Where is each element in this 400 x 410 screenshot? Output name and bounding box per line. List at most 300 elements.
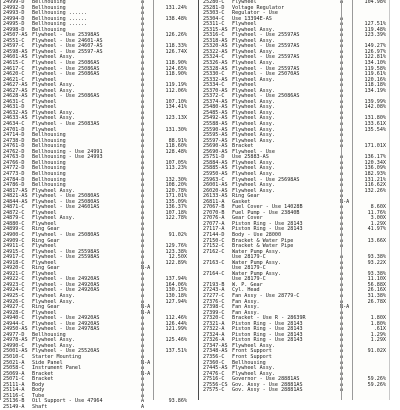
part-description: Flywheel - Use 24920AS [32,315,100,322]
part-description: Flywheel - Use 25597AS [232,43,300,50]
part-description: Flywheel - Use 24920AS [32,320,100,327]
part-grade: A [340,132,344,139]
part-price: 118.90% [165,71,187,78]
part-description: Use 25883-AS [232,154,269,161]
part-price: 120.16% [364,76,386,83]
part-grade: A [340,32,344,39]
part-description: Flywheel - Use 25086AS [32,65,100,72]
part-price: 121.99% [165,326,187,333]
part-description: Body - Use 28000 [232,231,282,238]
part-grade: A [141,298,145,305]
part-number: 27321-A [203,320,225,327]
part-grade: A [141,121,145,128]
part-price: 128.48% [165,148,187,155]
part-grade: A [141,109,145,116]
part-number: 27348-AS [203,348,228,355]
part-price: 164.06% [165,281,187,288]
part-price: 118.18% [364,82,386,89]
part-number: 24762-D [3,148,25,155]
part-number: 24911-C [3,243,25,250]
part-price: 123.13X [165,115,187,122]
part-price: .61X [373,326,386,333]
part-price: 130.18% [165,292,187,299]
part-grade: A [340,170,344,177]
scan-edge-right [389,0,400,400]
part-number: 24994-D [3,15,25,22]
part-price: 139.99% [364,98,386,105]
part-price: 91.02% [168,231,187,238]
part-number: 24615-C [3,60,25,67]
part-description: Flywheel - Use 24978AS [32,326,100,333]
part-grade: A [340,315,344,322]
part-description: Flywheel Assy. [32,342,75,349]
part-price: 122.89% [165,259,187,266]
part-grade: A [141,376,145,383]
part-grade: A [340,48,344,55]
part-number: 25480-AS [203,104,228,111]
part-grade: A [340,109,344,116]
part-description: Flywheel - Use 25070AS [232,71,300,78]
part-description: Flywheel Assy. [232,182,275,189]
part-description: Bellhousing [32,159,66,166]
part-number: 24601-AS [3,54,28,61]
part-description: Tube [32,392,45,399]
part-number: 24633-AS [3,115,28,122]
part-grade: A [141,387,145,394]
part-number: 24627-AS [3,87,28,94]
part-number: 25690-AS [203,143,228,150]
part-description: Flywheel [32,270,57,277]
part-description: Ring Gear [232,193,260,200]
part-description: Flywheel - Use 25597AS [232,65,300,72]
part-grade: A [340,309,344,316]
part-grade: A [340,137,344,144]
part-number: 25885-AS [203,165,228,172]
part-number: 24738-D [3,137,25,144]
part-description: Piston Ring - Use 28143 [232,337,303,344]
part-number: 25597-AS [203,137,228,144]
part-number: 25136-B [3,398,25,405]
part-number: 24872-C [3,209,25,216]
part-grade: A [141,176,145,183]
part-grade: A [141,37,145,44]
part-description: Flywheel [32,220,57,227]
part-description: Flywheel [32,76,57,83]
part-description: Oil Support - Use 47964 [32,398,103,405]
part-description: Ring Gear [32,304,60,311]
part-price: 93.86% [168,398,187,405]
part-grade: N-A [141,304,151,311]
part-grade: A [141,209,145,216]
part-price: 113.23% [165,165,187,172]
part-price: 118.33% [165,43,187,50]
part-number: 27324-A [203,331,225,338]
part-grade: A [340,54,344,61]
part-grade: A [141,381,145,388]
part-grade: A [340,287,344,294]
part-price: 123.39% [364,32,386,39]
part-grade: A [340,76,344,83]
part-grade: A [141,148,145,155]
part-price: 13.66X [367,237,386,244]
part-price: 118.60% [165,143,187,150]
part-number: 25111-A [3,381,25,388]
part-price: 124.65% [165,65,187,72]
part-price: 130.15% [165,287,187,294]
part-number: 27320-C [203,315,225,322]
column-rule [153,0,154,400]
part-description: Flywheel - Use 25080AS [32,193,100,200]
part-number: 27556-CS [203,381,228,388]
part-number: 27193-B [203,281,225,288]
part-description: Bellhousing ...... [32,15,88,22]
part-grade: A [141,143,145,150]
part-number: 24598-AS [3,48,28,55]
part-grade: A [340,215,344,222]
part-number: 25690-AS [203,148,228,155]
part-description: Flywheel [32,126,57,133]
part-number: 24977-D [3,331,25,338]
part-number: 25332-AS [203,76,228,83]
part-description: Flywheel [32,309,57,316]
part-grade: A [141,159,145,166]
part-description: Flywheel - Use 25080AS [32,198,100,205]
part-grade: A [340,209,344,216]
left-parts-list [3,0,189,410]
part-number: 27398-C [203,304,225,311]
part-number: 27445-AS [203,365,228,372]
part-grade: N-A [141,370,151,377]
part-number: 25021-A [3,359,25,366]
part-grade: A [340,231,344,238]
part-price: 131.30% [165,126,187,133]
part-description: Fuel Cover - Use 14028B [232,204,303,211]
part-price: 171.01X [364,143,386,150]
part-number: 24763-D [3,154,25,161]
part-price: 93.38% [367,254,386,261]
part-number: 26001-AS [203,182,228,189]
part-description: Flywheel Assy. [32,109,75,116]
part-price: 136.37% [165,204,187,211]
part-description: Bellhousing - Use 24991 [32,148,103,155]
part-description: Side Panel [32,359,63,366]
part-price: 122.78% [165,215,187,222]
part-number: 24920-C [3,265,25,272]
part-price: 136.17% [364,154,386,161]
part-description: Flywheel [32,259,57,266]
part-number: 24632-AS [3,109,28,116]
part-description: Piston Ring - Use 28143 [232,326,303,333]
part-number: 24631-C [3,98,25,105]
part-number: 24921-C [3,270,25,277]
part-number: 25320-AS [203,43,228,50]
part-description: Flywheel - Use 24601AS [32,204,100,211]
part-grade: A [141,342,145,349]
part-description: Flywheel Assy. [232,132,275,139]
part-number: 24817-AS [3,187,28,194]
part-grade: A [340,359,344,366]
part-number: 27575-C [203,387,225,394]
part-grade: A [340,87,344,94]
part-grade: A [141,87,145,94]
part-number: 26811-A [203,198,225,205]
part-number: 25010-C [3,354,25,360]
part-description: Flywheel - Use 25398AS [32,32,100,39]
part-description: Flywheel [32,98,57,105]
part-price: 137.51% [165,348,187,355]
part-number: 24899-C [3,226,25,233]
part-number: 24880-C [3,220,25,227]
part-number: 24631-D [3,104,25,111]
part-price: 1.29X [370,220,386,227]
part-number: 27516-C [203,376,225,383]
part-number: 27347-AS [203,342,228,349]
part-description: Flywheel - Use 24601-AS [32,37,103,44]
part-number: 25370-AS [203,87,228,94]
part-number: 25330-C [203,71,225,78]
part-description: Bellhousing [32,132,66,139]
scan-edge-left [0,0,1,400]
part-number: 24944-C [3,320,25,327]
part-price: 136.09% [364,165,386,172]
part-grade: A [340,43,344,50]
part-price: 26.78X [367,298,386,305]
part-price: 119.19% [165,82,187,89]
part-description: Fan Assy - Use 28779-C [232,292,300,299]
part-grade: A [340,354,344,360]
part-grade: A [340,281,344,288]
part-price: 142.08% [364,104,386,111]
part-grade: A [340,298,344,305]
part-grade: A [141,231,145,238]
part-description: Flywheel - Use 25083AS [32,121,100,128]
part-description: Flywheel Assy. [32,54,75,61]
part-description: Fan Assy. [232,309,260,316]
part-description: Instrument Panel [32,365,82,372]
right-parts-list [203,0,388,394]
part-grade: A [141,48,145,55]
part-grade: N-A [340,198,350,205]
part-number: 27277-C [203,292,225,299]
part-number: 24701-D [3,126,25,133]
part-price: 120.34X [364,159,386,166]
part-grade: A [141,104,145,111]
part-price: 123.38% [165,248,187,255]
part-description: Flywheel [32,209,57,216]
part-grade: A [340,93,344,100]
part-price: 119.48% [364,26,386,33]
part-number: 24925-C [3,292,25,299]
part-grade: A [141,65,145,72]
part-grade: A [340,104,344,111]
part-number: 24995-D [3,21,25,28]
part-grade: A [141,315,145,322]
part-grade: A [340,37,344,44]
part-description: Flywheel [32,104,57,111]
part-description: Flywheel Assy. [232,170,275,177]
part-description: Bracket & Water Pipe [232,237,294,244]
part-grade: A [340,381,344,388]
part-number: 25304-C [203,15,225,22]
part-grade: A [340,15,344,22]
part-price: 131.80% [364,115,386,122]
part-description: Flywheel [232,21,257,28]
part-number: 27070-B [203,209,225,216]
part-number: 25595-AS [203,132,228,139]
part-grade: A [340,26,344,33]
part-description: Starter Mounting [32,354,82,360]
part-description: Bellhousing [32,137,66,144]
part-price: 126.74X [165,48,187,55]
part-description: Body [32,381,45,388]
part-grade: A [340,159,344,166]
part-description: Water Pump Assy. [232,270,282,277]
part-number: 26133-AS [203,193,228,200]
part-grade: A [340,387,344,394]
parts-row [203,388,388,394]
left-column [3,0,189,410]
part-number: 27152-C [203,243,225,250]
part-description: Ring Gear [32,237,60,244]
part-price: 8.60X [370,204,386,211]
part-grade: A [141,398,145,405]
part-description: Flywheel Assy. [232,137,275,144]
part-description: Bellhousing [32,143,66,150]
part-number: 25751-D [203,154,225,161]
part-description: Bracket [32,376,54,383]
part-grade: A [141,43,145,50]
part-grade: N-A [340,304,350,311]
part-number: 24978-AS [3,337,28,344]
part-description: Flywheel - Use 25597AS [232,32,300,39]
part-grade: A [340,115,344,122]
part-grade: A [141,165,145,172]
part-price: 118.90% [165,60,187,67]
part-grade: A [141,292,145,299]
part-grade: A [141,71,145,78]
part-number: 27376-C [203,298,225,305]
part-number: 27356-C [203,354,225,360]
part-description: Flywheel - Use 25698AS [232,176,300,183]
part-price: 93.22X [367,259,386,266]
part-description: Bellhousing ...... [32,21,88,28]
part-number: 24844-AS [3,198,28,205]
part-number: 24597-C [3,43,25,50]
part-description: Gov. Assy - Use 28881AS [232,381,303,388]
part-description: Flywheel Assy. [232,365,275,372]
center-divider [198,0,199,400]
part-grade: A [141,132,145,139]
column-rule [142,0,143,400]
part-description: Flywheel [232,0,257,5]
part-grade: A [340,259,344,266]
part-description: Flywheel Assy. [32,298,75,305]
part-description: Flywheel Assy. [32,187,75,194]
part-number: 25114-A [3,387,25,394]
part-price: 1.29% [370,331,386,338]
part-number: 25058-C [3,365,25,372]
part-number: 24927-C [3,304,25,311]
part-description: Cyl. Head [232,287,260,294]
part-number: 24940-C [3,315,25,322]
part-grade: A [141,215,145,222]
part-description: Use 13394E-AS [232,15,272,22]
part-grade: A [340,348,344,355]
part-number: 24634-C [3,121,25,128]
part-price: 59.26% [367,376,386,383]
part-description: Flywheel Assy. [32,87,75,94]
part-description: Gear Cover [232,215,263,222]
part-number: 27144-D [203,231,225,238]
part-number: 24784-D [3,176,25,183]
part-grade: A [340,143,344,150]
part-grade: A [141,137,145,144]
part-grade: N-A [141,265,151,272]
part-description: Flywheel - Use 24607-AS [32,43,103,50]
part-description: Use 28179-C [232,265,266,272]
part-description: Flywheel Assy. [232,159,275,166]
part-description: Piston Ring - Use 28143 [232,331,303,338]
part-description: Piston Ring - Use 28143 [232,226,303,233]
part-description: Bellhousing [32,4,66,11]
part-grade: A [141,10,145,17]
part-grade: A [340,60,344,67]
part-number: 24926-C [3,298,25,305]
part-price: 132.30% [165,176,187,183]
part-number: 25590-AS [203,126,228,133]
part-number: 27077-A [203,220,225,227]
part-number: 24772-D [3,165,25,172]
part-grade: A [141,392,145,399]
part-number: 24950-AS [3,326,28,333]
part-description: Flywheel Assy. [232,187,275,194]
part-description: Flywheel - Use [232,148,275,155]
part-grade: A [141,248,145,255]
part-description: Regulator - Use [232,10,279,17]
part-number: 24714-D [3,132,25,139]
part-description: Flywheel [32,243,57,250]
part-description: Body [32,387,45,394]
part-number: 27243-A [203,287,225,294]
part-description: Bracket - Use R - 28639R [232,315,306,322]
part-price: 125.46% [165,337,187,344]
part-description: Flywheel - Use 24920AS [32,287,100,294]
part-number: 24918-C [3,259,25,266]
part-description: Flywheel Assy. [32,337,75,344]
part-description: Bellhousing [32,182,66,189]
part-price: 91.02X [367,348,386,355]
part-grade: A [141,54,145,61]
part-grade: A [141,281,145,288]
part-number: 25316-C [203,32,225,39]
part-number: 25116-C [3,392,25,399]
part-description: Flywheel Assy. [32,82,75,89]
part-number: 24620-C [3,71,25,78]
part-description: W. P. Gear [232,281,263,288]
part-grade: A [340,176,344,183]
part-number: 25485-AS [203,109,228,116]
part-description: Bracket [32,370,54,377]
part-number: 24993-D [3,10,25,17]
part-description: Fan Assy. [232,298,260,305]
part-number: 25281-D [203,4,225,11]
part-grade: A [141,220,145,227]
part-number: 24900-C [3,231,25,238]
part-number: 27326-A [203,337,225,344]
part-number: 25001-AS [3,348,28,355]
part-description: Fan Assy. [232,304,260,311]
part-number: 25328-AS [203,65,228,72]
